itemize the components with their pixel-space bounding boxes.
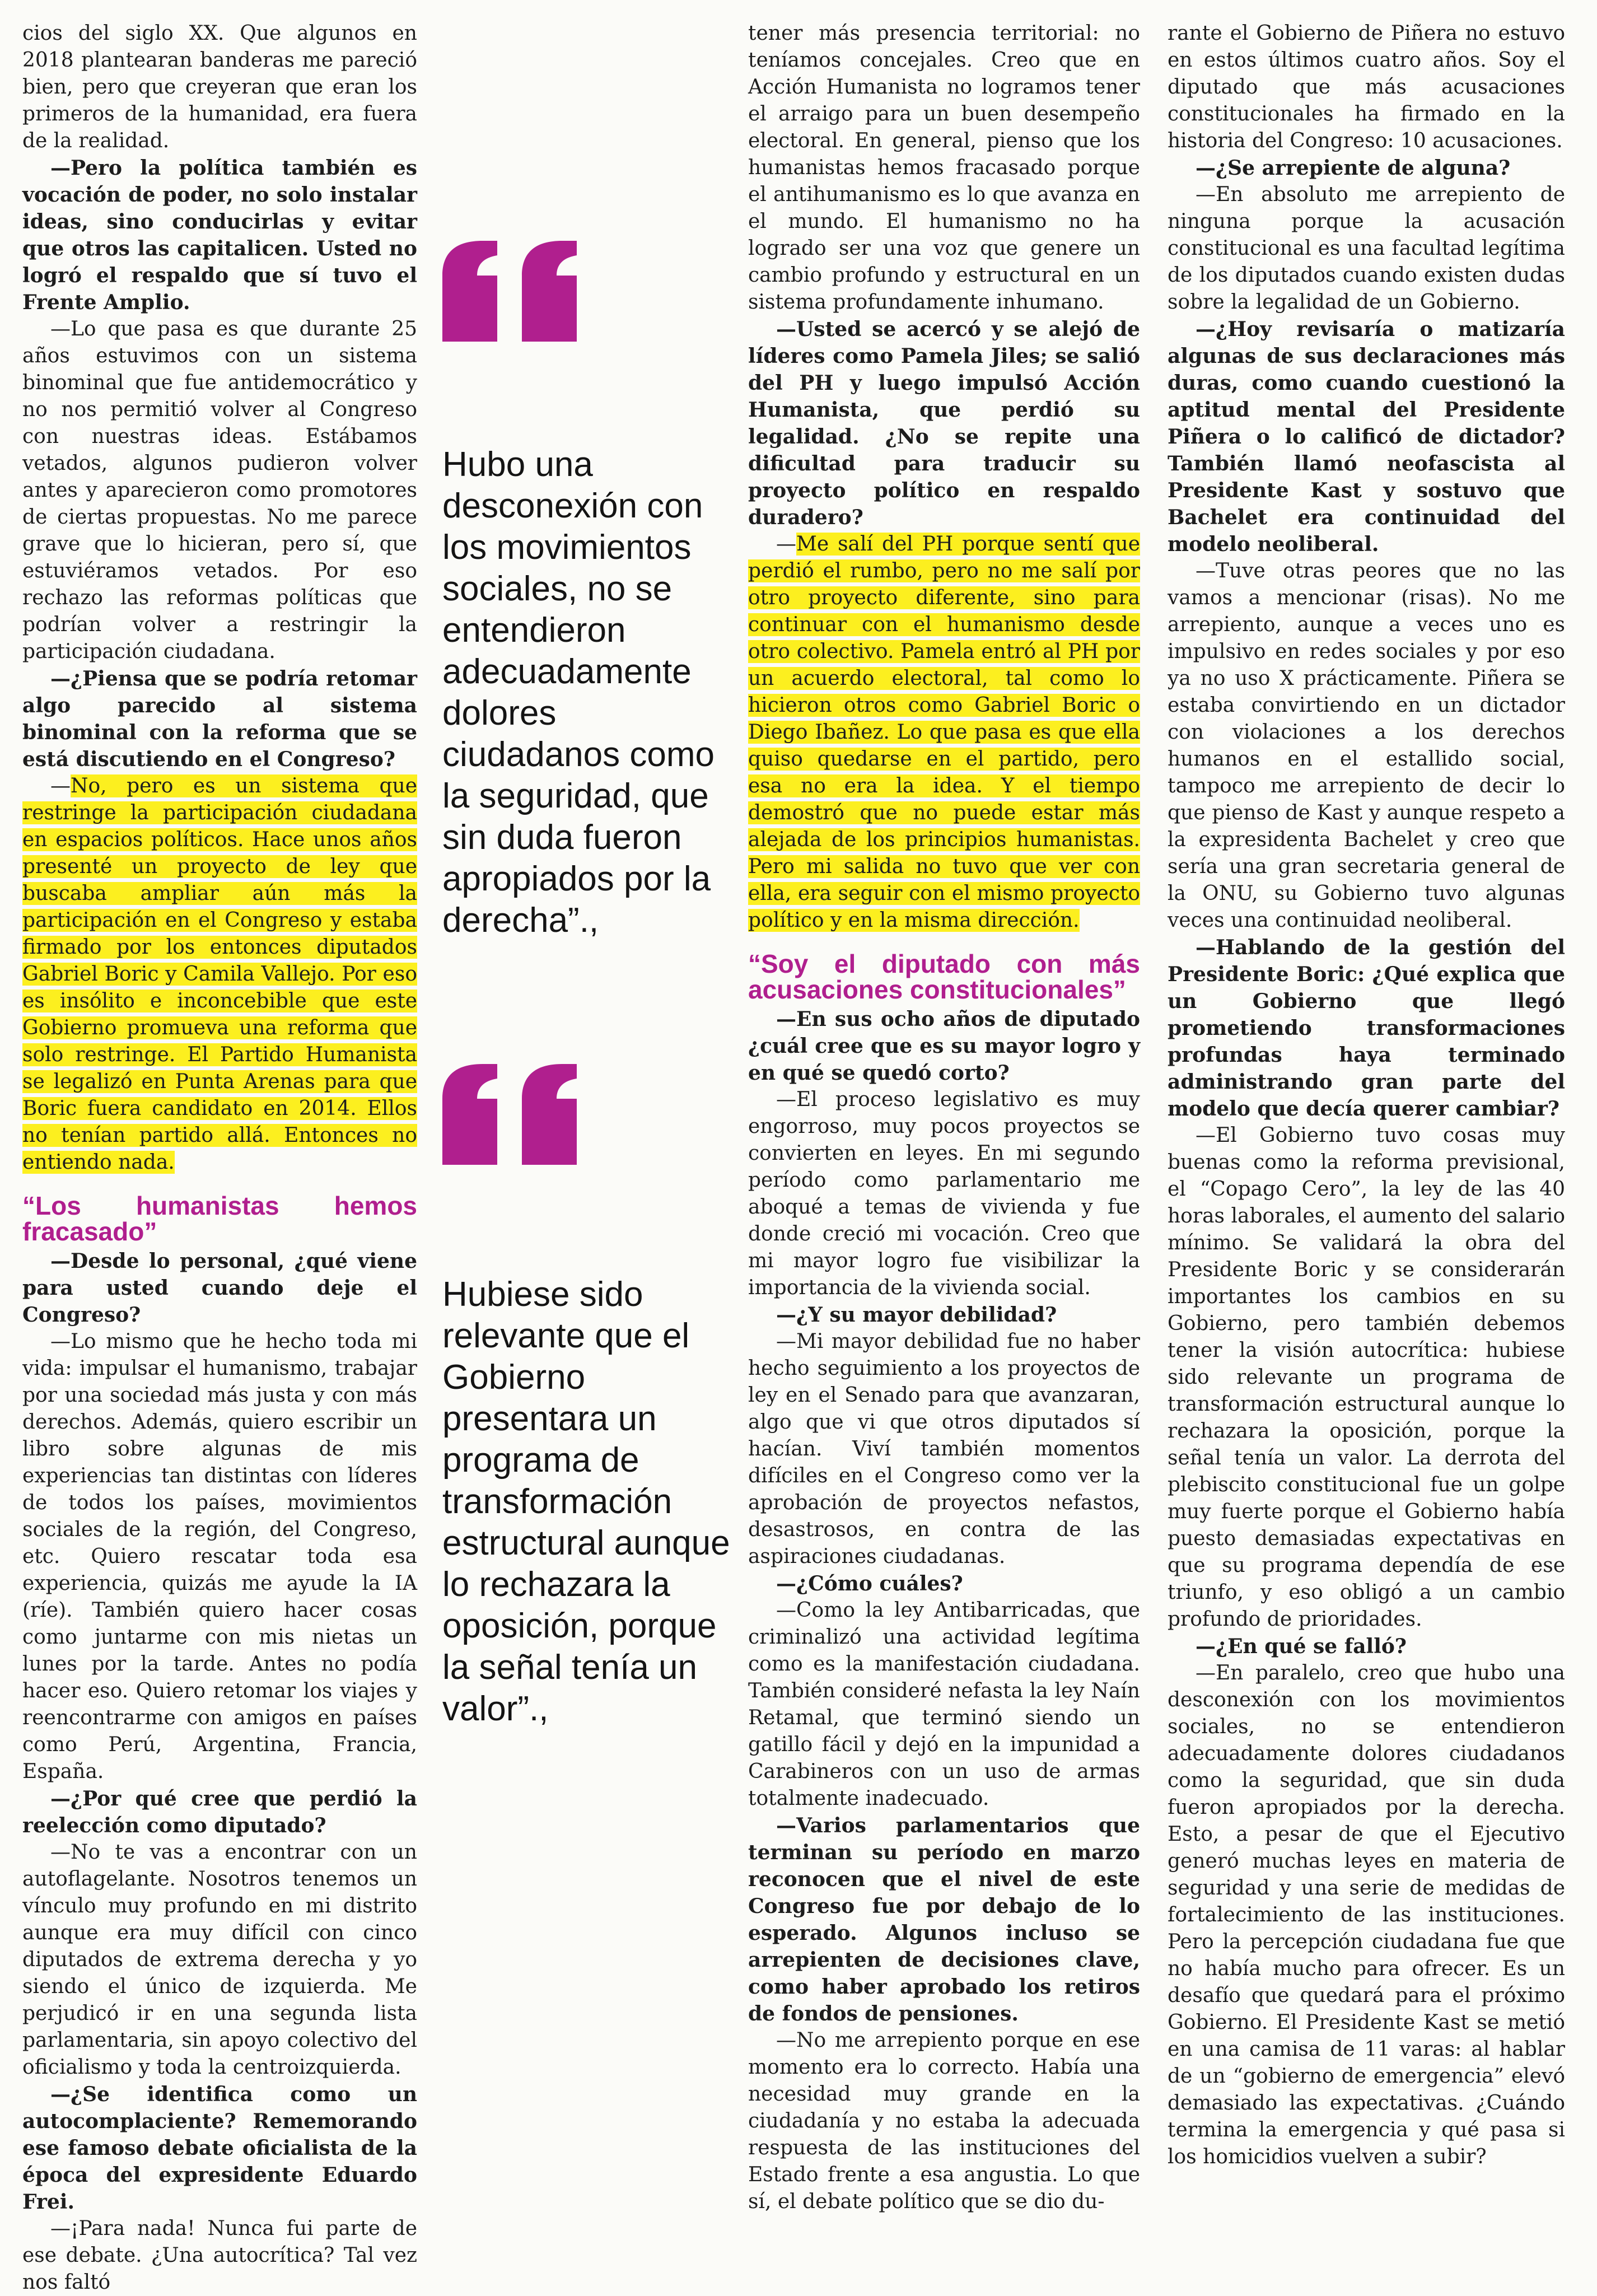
interview-question: —¿Hoy revisaría o matizaría algunas de sus declaraciones más duras, como cuando cuestionó la aptitud mental del Presidente Piñera o lo calificó de dictador? También llamó neofascista al Presidente Kast y sostuvo que Bachelet era continuidad del modelo neoliberal. xyxy=(1168,318,1565,556)
interview-question: —En sus ocho años de diputado ¿cuál cree que es su mayor logro y en qué se quedó corto? xyxy=(748,1007,1140,1085)
interview-answer: tener más presencia territorial: no teníamos concejales. Creo que en Acción Humanista no logramos tener el arraigo para un buen desempeño electoral. En general, pienso que los humanistas hemos fracasado porque el antihumanismo es lo que avanza en el mundo. El humanismo no ha logrado ser una voz que genere un cambio profundo y estructural en un sistema profundamente inhumano. xyxy=(748,22,1140,314)
quote-mark-icon xyxy=(442,241,577,342)
column-3 xyxy=(748,20,1140,2215)
interview-question: —¿Se arrepiente de alguna? xyxy=(1196,156,1511,180)
column-4 xyxy=(1168,20,1565,2171)
interview-answer: —Tuve otras peores que no las vamos a mencionar (risas). No me arrepiento, aunque a veces uno es impulsivo en redes sociales y por eso ya no uso X prácticamente. Piñera se estaba convirtiendo en un dictador con violaciones a los derechos humanos en el estallido social, tampoco me arrepiento de decir lo que pienso de Kast y aunque respeto a la expresidenta Bachelet y creo que sería una gran secretaria general de la ONU, su Gobierno tuvo algunas veces una continuidad neoliberal. xyxy=(1168,559,1565,932)
pull-quote-2: Hubiese sido relevante que el Gobierno presentara un programa de transformación estructural aunque lo rechazara la oposición, porque la señal tenía un valor”., xyxy=(442,1275,730,1728)
interview-answer: cios del siglo XX. Que algunos en 2018 plantearan banderas me pareció bien, pero que creyeran que eran los primeros de la humanidad, era fuera de la realidad. xyxy=(22,22,417,152)
quote-mark-icon xyxy=(442,1064,577,1165)
interview-answer: —¡Para nada! Nunca fui parte de ese debate. ¿Una autocrítica? Tal vez nos faltó xyxy=(22,2217,417,2294)
interview-answer: —En paralelo, creo que hubo una desconexión con los movimientos sociales, no se entendieron adecuadamente dolores ciudadanos como la seguridad, que sin duda fueron apropiados por la derecha. Esto, a pesar de que el Ejecutivo generó muchas leyes en materia de seguridad y una serie de medidas de fortalecimiento de las instituciones. Pero la percepción ciudadana fue que no había mucho para ofrecer. Es un desafío que quedará para el próximo Gobierno. El Presidente Kast se metió en una camisa de 11 varas: al hablar de un “gobierno de emergencia” elevó demasiado las expectativas. ¿Cuándo termina la emergencia y qué pasa si los homicidios vuelven a subir? xyxy=(1168,1662,1565,2168)
interview-question: —Pero la política también es vocación de poder, no solo instalar ideas, sino conducirlas y evitar que otros las capitalicen. Usted no logró el respaldo que sí tuvo el Frente Amplio. xyxy=(22,156,417,314)
interview-question: —¿Y su mayor debilidad? xyxy=(776,1303,1057,1327)
interview-question: —Hablando de la gestión del Presidente Boric: ¿Qué explica que un Gobierno que llegó prometiendo transformaciones profundas haya terminado administrando gran parte del modelo que decía querer cambiar? xyxy=(1168,936,1565,1121)
interview-answer: —El proceso legislativo es muy engorroso, muy pocos proyectos se convierten en leyes. En mi segundo período como parlamentario me aboqué a temas de vivienda y fue donde creció mi vocación. Creo que mi mayor logro fue visibilizar la importancia de la vivienda social. xyxy=(748,1088,1140,1299)
section-heading: “Soy el diputado con más acusaciones constitucionales” xyxy=(748,949,1140,1004)
interview-question: —¿Se identifica como un autocomplaciente? Rememorando ese famoso debate oficialista de la época del expresidente Eduardo Frei. xyxy=(22,2083,417,2214)
interview-answer xyxy=(22,773,417,1176)
interview-question: —Usted se acercó y se alejó de líderes como Pamela Jiles; se salió del PH y luego impulsó Acción Humanista, que perdió su legalidad. ¿No se repite una dificultad para traducir su proyecto político en respaldo duradero? xyxy=(748,318,1140,529)
interview-answer: —Como la ley Antibarricadas, que criminalizó una actividad legítima como es la manifestación ciudadana. También consideré nefasta la ley Naín Retamal, que terminó siendo un gatillo fácil y dejó en la impunidad a Carabineros con un uso de armas totalmente inadecuado. xyxy=(748,1599,1140,1810)
interview-answer: —En absoluto me arrepiento de ninguna porque la acusación constitucional es una facultad legítima de los diputados cuando existen dudas sobre la legalidad de un Gobierno. xyxy=(1168,183,1565,314)
section-heading: “Los humanistas hemos fracasado” xyxy=(22,1191,417,1246)
interview-question: —¿Piensa que se podría retomar algo parecido al sistema binominal con la reforma que se está discutiendo en el Congreso? xyxy=(22,667,417,771)
interview-answer: —Mi mayor debilidad fue no haber hecho seguimiento a los proyectos de ley en el Senado para que avanzaran, algo que vi que otros diputados sí hacían. Viví también momentos difíciles en el Congreso como ver la aprobación de proyectos nefastos, desastrosos, en contra de las aspiraciones ciudadanas. xyxy=(748,1330,1140,1568)
interview-question: —¿Cómo cuáles? xyxy=(776,1572,963,1595)
interview-answer: —Lo mismo que he hecho toda mi vida: impulsar el humanismo, trabajar por una sociedad más justa y con más derechos. Además, quiero escribir un libro sobre algunas de mis experiencias tan distintas con líderes de todos los países, movimientos sociales de la región, del Congreso, etc. Quiero rescatar toda esa experiencia, quizás me ayude la IA (ríe). También quiero hacer cosas como juntarme con mis nietas un lunes por la tarde. Antes no podía hacer eso. Quiero retomar los viajes y reencontrarme con amigos en países como Perú, Argentina, Francia, España. xyxy=(22,1330,417,1783)
highlighted-text: Me salí del PH porque sentí que perdió el rumbo, pero no me salí por otro proyecto diferente, sino para continuar con el humanismo desde otro colectivo. Pamela entró al PH por un acuerdo electoral, tal como lo hicieron otros como Gabriel Boric o Diego Ibañez. Lo que pasa es que ella quiso quedarse en el partido, pero esa no era la idea. Y el tiempo demostró que no puede estar más alejada de los principios humanistas. Pero mi salida no tuvo que ver con ella, era seguir con el mismo proyecto político y en la misma dirección. xyxy=(748,533,1140,932)
interview-answer: —Lo que pasa es que durante 25 años estuvimos con un sistema binominal que fue antidemocrático y no nos permitió volver al Congreso con nuestras ideas. Estábamos vetados, algunos pudieron volver antes y aparecieron como promotores de ciertas propuestas. No me parece grave que lo hicieran, pero sí, que estuviéramos vetados. Por eso rechazo las reformas políticas que podrían volver a restringir la participación ciudadana. xyxy=(22,318,417,663)
interview-question: —Varios parlamentarios que terminan su período en marzo reconocen que el nivel de este Congreso fue por debajo de lo esperado. Algunos incluso se arrepienten de decisiones clave, como haber aprobado los retiros de fondos de pensiones. xyxy=(748,1814,1140,2026)
interview-answer: —No te vas a encontrar con un autoflagelante. Nosotros tenemos un vínculo muy profundo en mi distrito aunque era muy difícil con cinco diputados de extrema derecha y yo siendo el único de izquierda. Me perjudicó ir en una segunda lista parlamentaria, sin apoyo colectivo del oficialismo y toda la centroizquierda. xyxy=(22,1841,417,2079)
interview-question: —¿Por qué cree que perdió la reelección como diputado? xyxy=(22,1787,417,1837)
interview-answer xyxy=(748,531,1140,934)
column-1 xyxy=(22,20,417,2296)
interview-answer: rante el Gobierno de Piñera no estuvo en estos últimos cuatro años. Soy el diputado que más acusaciones constitucionales ha firmado en la historia del Congreso: 10 acusaciones. xyxy=(1168,22,1565,152)
interview-question: —Desde lo personal, ¿qué viene para usted cuando deje el Congreso? xyxy=(22,1249,417,1327)
interview-answer: —El Gobierno tuvo cosas muy buenas como la reforma previsional, el “Copago Cero”, la ley de las 40 horas laborales, el aumento del salario mínimo. Se validará la obra del Presidente Boric y se considerarán importantes los cambios en su Gobierno, pero también debemos tener la visión autocrítica: hubiese sido relevante un programa de transformación estructural aunque lo rechazara la oposición, porque la señal tenía un valor. La derrota del plebiscito constitucional fue un golpe muy fuerte porque el Gobierno había puesto demasiadas expectativas en que su programa dependía de ese triunfo, y eso obligó a un cambio profundo de prioridades. xyxy=(1168,1124,1565,1631)
dash-prefix: — xyxy=(776,533,796,556)
interview-question: —¿En qué se falló? xyxy=(1196,1635,1407,1658)
dash-prefix: — xyxy=(50,774,71,797)
pull-quote-1: Hubo una desconexión con los movimientos sociales, no se entendieron adecuadamente dolores ciudadanos como la seguridad, que sin duda fueron apropiados por la derecha”., xyxy=(442,445,715,940)
highlighted-text: No, pero es un sistema que restringe la participación ciudadana en espacios políticos. Hace unos años presenté un proyecto de ley que buscaba ampliar aún más la participación en el Congreso y estaba firmado por los entonces diputados Gabriel Boric y Camila Vallejo. Por eso es insólito e inconcebible que este Gobierno promueva una reforma que solo restringe. El Partido Humanista se legalizó en Punta Arenas para que Boric fuera candidato en 2014. Ellos no tenían partido allá. Entonces no entiendo nada. xyxy=(22,774,417,1174)
interview-answer: —No me arrepiento porque en ese momento era lo correcto. Había una necesidad muy grande en la ciudadanía y no estaba la adecuada respuesta de las instituciones del Estado frente a esa angustia. Lo que sí, el debate político que se dio du- xyxy=(748,2029,1140,2213)
